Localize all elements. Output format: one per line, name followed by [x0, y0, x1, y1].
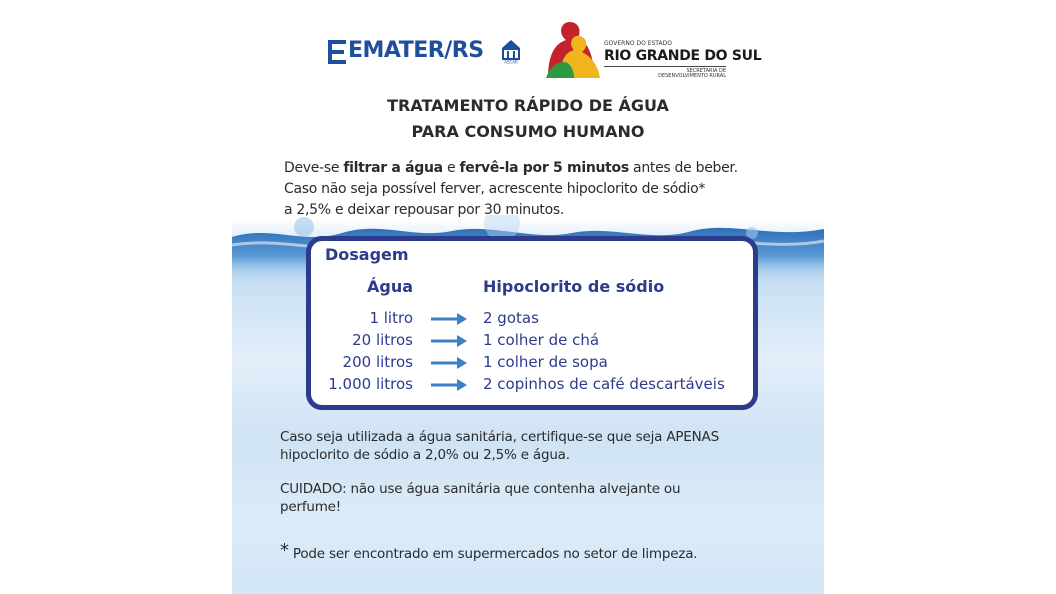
gov-state-name: RIO GRANDE DO SUL — [604, 48, 762, 64]
dosage-row — [311, 309, 753, 331]
title-line-1: TRATAMENTO RÁPIDO DE ÁGUA — [387, 96, 669, 115]
poster — [232, 0, 824, 594]
dosage-qty: 1.000 litros — [328, 375, 413, 393]
bleach-note-line-1: Caso seja utilizada a água sanitária, certifique-se que seja APENAS — [280, 429, 719, 445]
column-header-hypochlorite: Hipoclorito de sódio — [483, 277, 665, 296]
dosage-amount: 1 colher de sopa — [483, 353, 608, 371]
arrow-right-icon — [429, 356, 469, 370]
emater-logo-mark-icon — [328, 40, 346, 64]
dosage-amount: 2 copinhos de café descartáveis — [483, 375, 725, 393]
intro-bold-boil: fervê-la por 5 minutos — [459, 160, 629, 176]
column-header-water: Água — [367, 277, 414, 296]
footnote — [280, 542, 810, 563]
emater-logo-text: EMATER/RS — [348, 38, 484, 63]
intro-text-2: e — [442, 160, 460, 176]
gov-sec-line-2: DESENVOLVIMENTO RURAL — [658, 73, 726, 79]
dosage-amount: 1 colher de chá — [483, 331, 600, 349]
arrow-right-icon — [429, 378, 469, 392]
gov-secretariat — [652, 69, 726, 79]
gov-small-text: GOVERNO DO ESTADO — [604, 40, 672, 47]
arrow-right-icon — [429, 334, 469, 348]
gov-sec-line-1: SECRETARIA DE — [686, 68, 726, 74]
caution-note-line-1: CUIDADO: não use água sanitária que contenha alvejante ou — [280, 481, 681, 497]
intro-line-2: Caso não seja possível ferver, acrescente hipoclorito de sódio* — [284, 181, 706, 197]
footnote-asterisk: * — [280, 540, 289, 561]
caution-note — [280, 480, 800, 516]
caution-note-line-2: perfume! — [280, 499, 342, 515]
bleach-note — [280, 428, 800, 464]
logos-header — [232, 14, 824, 84]
intro-bold-filter: filtrar a água — [343, 160, 443, 176]
dosage-row — [311, 331, 753, 353]
dosage-row — [311, 375, 753, 397]
title-line-2: PARA CONSUMO HUMANO — [411, 122, 645, 141]
dosage-qty: 200 litros — [342, 353, 413, 371]
intro-text-1: Deve-se — [284, 160, 344, 176]
ascar-building-icon — [500, 38, 522, 64]
dosage-qty: 20 litros — [352, 331, 413, 349]
dosage-amount: 2 gotas — [483, 309, 539, 327]
gov-divider — [604, 66, 726, 67]
rs-government-emblem-icon — [544, 16, 604, 80]
dosage-box — [306, 236, 758, 410]
intro-paragraph — [284, 158, 804, 221]
intro-line-3: a 2,5% e deixar repousar por 30 minutos. — [284, 202, 565, 218]
bleach-note-line-2: hipoclorito de sódio a 2,0% ou 2,5% e água. — [280, 447, 570, 463]
footnote-text: Pode ser encontrado em supermercados no setor de limpeza. — [288, 546, 698, 562]
dosage-row — [311, 353, 753, 375]
intro-line-1 — [284, 158, 804, 179]
arrow-right-icon — [429, 312, 469, 326]
intro-text-3: antes de beber. — [628, 160, 738, 176]
dosage-title: Dosagem — [325, 245, 409, 264]
ascar-text: ASCAR — [504, 59, 518, 64]
dosage-qty: 1 litro — [369, 309, 413, 327]
